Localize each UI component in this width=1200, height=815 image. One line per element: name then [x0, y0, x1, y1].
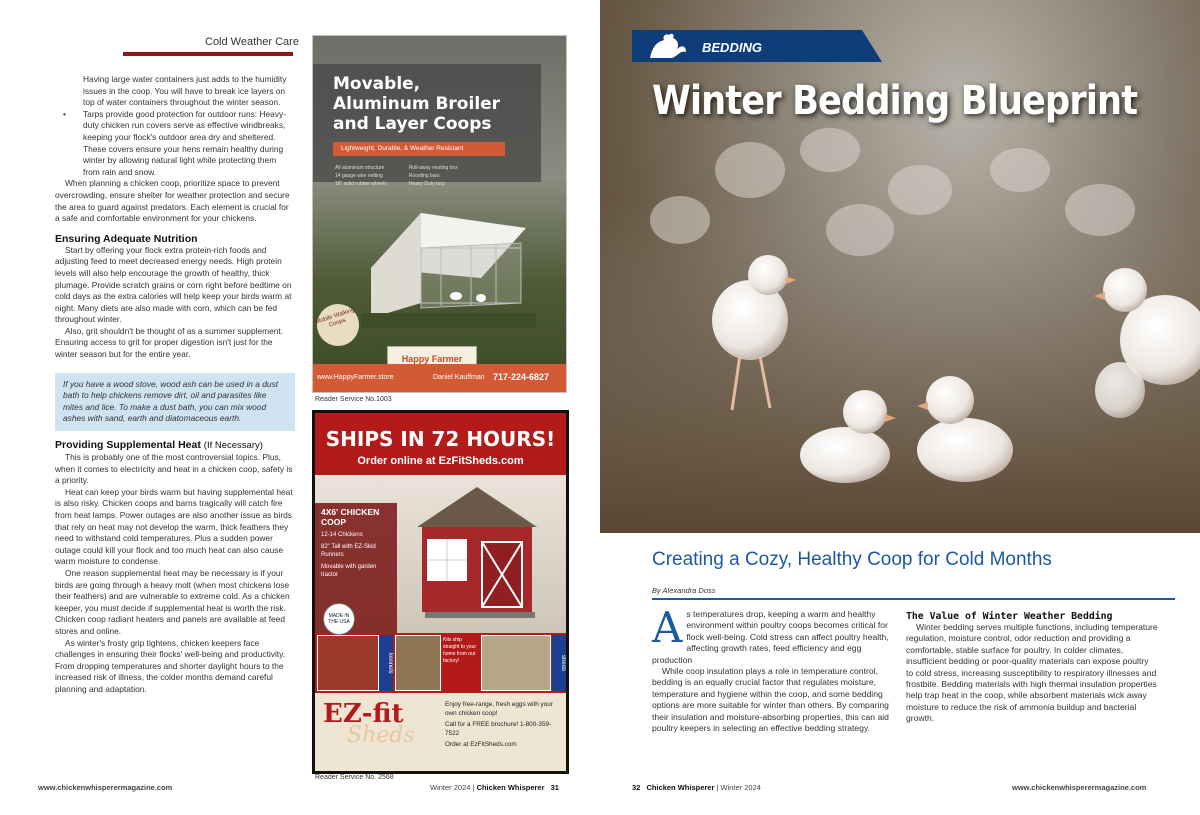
- ad1-feature: Roosting bars: [408, 173, 440, 179]
- paragraph-heat-2: Heat can keep your birds warm but having supplemental heat is also risky. Chicken coops and barns tragically will catch fire from heat lamps. Power outages are also another issue as birds that rely on heat may not develop the warm, thick feathers they need to withstand cold temperatures. Plus a sudden power outage could kill your flock and too much heat can also cause warm moisture to condense.: [55, 486, 293, 567]
- ad2-footer: [315, 693, 566, 771]
- byline: By Alexandra Doss: [652, 586, 716, 595]
- bullet-tarps: [55, 109, 295, 179]
- thumb-kennel-photo: [317, 635, 379, 691]
- tarps-body: Heavy-duty chicken run covers serve as effective windbreaks, keeping your flock's outdoor area dry and sheltered. These covers ensure your hens remain healthy during winter by allowing natural light while protecting them from rain and snow.: [83, 108, 286, 177]
- callout-box: If you have a wood stove, wood ash can be used in a dust bath to help chickens remove dirt, oil and parasites like mites and lice. To make a dust bath, you can mix wood ashes with sand, earth and diatomaceous earth.: [55, 373, 295, 431]
- ad1-contact-bar: [313, 364, 567, 392]
- ad1-feature: Heavy Duty tarp: [408, 181, 445, 187]
- footer-page-left: 31: [550, 783, 559, 792]
- article-subtitle: Creating a Cozy, Healthy Coop for Cold Months: [652, 549, 1052, 570]
- right-column-1: [652, 603, 892, 734]
- heading-nutrition: Ensuring Adequate Nutrition: [55, 232, 198, 245]
- paragraph-heat-1: This is probably one of the most controversial topics. Plus, when it comes to electricity and heat in a chicken coop, safety is a priority.: [55, 452, 293, 486]
- section-label: Cold Weather Care: [205, 36, 299, 48]
- ezfit-logo-sheds: Sheds: [347, 723, 415, 748]
- heading-value: The Value of Winter Weather Bedding: [906, 611, 1113, 622]
- ad2-kits-note: Kits ship straight to your home from our factory!: [443, 637, 477, 664]
- tarps-lead: Tarps provide good protection for outdoor runs:: [83, 108, 258, 119]
- ad-ezfit-sheds[interactable]: [312, 410, 569, 774]
- section-rule: [123, 52, 293, 56]
- ad2-feature: Movable with garden tractor: [321, 564, 377, 578]
- ad2-reader-service: Reader Service No. 2568: [315, 774, 394, 781]
- heading-heat-sub: (If Necessary): [203, 440, 263, 452]
- ad1-phone: 717-224-6827: [493, 372, 550, 382]
- footer-url-right[interactable]: www.chickenwhisperermagazine.com: [1012, 783, 1147, 792]
- ad2-blurb-2: Call for a FREE brochure! 1-800-359-7522: [445, 721, 552, 737]
- category-label: BEDDING: [702, 40, 762, 55]
- footer-issue-left: Winter 2024: [430, 783, 471, 792]
- made-in-usa-badge: MADE IN THE USA: [323, 603, 355, 635]
- right-column-2: [906, 611, 1158, 725]
- drop-cap: A: [652, 603, 683, 652]
- footer-page-right: 32: [632, 783, 641, 792]
- ad1-reader-service: Reader Service No.1003: [315, 396, 392, 403]
- subtitle-rule: [652, 598, 1175, 600]
- ad1-title: [333, 74, 500, 134]
- article-title: Winter Bedding Blueprint: [652, 78, 1138, 124]
- paragraph-nutrition-2: Also, grit shouldn't be thought of as a summer supplement. Ensuring access to grit for proper digestion isn't just for the winter season but for the entire year.: [55, 325, 284, 360]
- coop-tent-image: [361, 208, 536, 328]
- ad2-headline: SHIPS IN 72 HOURS!: [325, 427, 556, 451]
- thumb-kit-photo: [395, 635, 441, 691]
- ad2-size: 4X6' CHICKEN COOP: [321, 507, 380, 527]
- ezfit-logo: EZ-fit: [323, 699, 404, 729]
- ad1-features: [335, 164, 515, 188]
- paragraph-intro-1: s temperatures drop, keeping a warm and healthy environment within poultry coops becomes critical for flock well-being. Cold stress can affect poultry health, affecting growth rates, feed efficiency and egg production: [652, 609, 889, 665]
- ad2-blurb-3[interactable]: Order at EzFitSheds.com: [445, 741, 517, 748]
- footer-mag-left: Chicken Whisperer: [476, 783, 545, 792]
- paragraph-heat-3: One reason supplemental heat may be necessary is if your birds are going through a heavy molt (when most chickens lose their feathers) and are vulnerable to extreme cold. As a chicken keeper, you must decide if supplemental heat is worth the risk. Chicken coop radiant heaters and panels are available at feed stores and online.: [55, 567, 290, 636]
- footer-issue-right: Winter 2024: [720, 783, 761, 792]
- ad1-feature: All aluminum structure: [335, 165, 385, 171]
- chicken-coop-image: [407, 487, 547, 622]
- ad-happy-farmer[interactable]: [312, 35, 567, 393]
- thumb-shed-photo: [481, 635, 551, 691]
- paragraph-intro-2: While coop insulation plays a role in temperature control, bedding is an equally crucial factor that regulates moisture, temperature and hygiene within the coop, and some bedding options are more suitable for winter than others. By comparing their insulation and moisture-absorbing properties, this can aid poultry keepers in selecting an effective bedding strategy.: [652, 666, 889, 734]
- ad1-tagline: Lightweight, Durable, & Weather Resistant: [333, 142, 505, 156]
- ad1-title-line2: Aluminum Broiler: [333, 94, 501, 114]
- paragraph-planning: When planning a chicken coop, prioritize space to prevent overcrowding, ensure shelter for weather protection and secure the area to guard against predators. Each element is crucial for a safe and comfortable environment for your chickens.: [55, 178, 290, 224]
- paragraph-value: Winter bedding serves multiple functions, including temperature regulation, moisture control, odor reduction and providing a comfortable, stable surface for poultry. In colder climates, insufficient bedding or poor-quality materials can expose poultry to cold stress, increasing susceptibility to respiratory illnesses and frostbite. Bedding materials with high thermal insulation properties help trap heat in the coop, while absorbent materials wick away moisture to reduce the risk of ammonia buildup and bacterial growth.: [906, 622, 1158, 724]
- happy-farmer-logo: Happy Farmer: [387, 346, 477, 370]
- ad1-features-col1: [335, 164, 387, 188]
- ad1-title-line3: and Layer Coops: [333, 114, 492, 134]
- ad2-subhead: Order online at EzFitSheds.com: [357, 455, 524, 467]
- heading-heat-main: Providing Supplemental Heat: [55, 439, 201, 452]
- paragraph-nutrition-1: Start by offering your flock extra protein-rich foods and adjusting feed to meet decreased energy needs. High protein levels will also help encourage the growth of healthy, thick plumage. Provide scratch grains or corn right before bedtime on cold days as the extra calories will help keep your birds warm at night. Many diets are also made with corn, which can be fed throughout winter.: [55, 244, 292, 325]
- left-column: [55, 74, 295, 696]
- paragraph-heat-4: As winter's frosty grip tightens, chicken keepers face challenges in ensuring their flocks' well-being and productivity. From dropping temperatures and shorter daylight hours to the increased risk of illness, the colder months demand careful planning and adaptation.: [55, 637, 286, 694]
- ad1-feature: 14 gauge wire netting: [335, 173, 383, 179]
- ad1-title-line1: Movable,: [333, 74, 421, 94]
- ad1-feature: Roll-away nesting box: [408, 165, 458, 171]
- ad1-site[interactable]: www.HappyFarmer.store: [317, 374, 394, 381]
- ad1-contact: Daniel Kauffman: [433, 374, 485, 381]
- footer-url-left[interactable]: www.chickenwhisperermagazine.com: [38, 783, 173, 792]
- ad2-feature: 82" Tall with EZ-Skid Runners: [321, 544, 376, 558]
- footer-mag-right: Chicken Whisperer: [646, 783, 715, 792]
- ad1-feature: 16" solid rubber wheels: [335, 181, 387, 187]
- heading-heat: [55, 439, 295, 452]
- rooster-icon: [642, 30, 692, 62]
- kennels-label: kennels: [379, 635, 393, 691]
- ad2-blurb-1: Enjoy free-range, fresh eggs with your own chicken coop!: [445, 701, 553, 717]
- footer-folio-right: 32 Chicken Whisperer | Winter 2024: [632, 783, 761, 792]
- paragraph-water: Having large water containers just adds to the humidity issues in the coop. You will have to break ice layers on top of water containers throughout the winter season.: [83, 74, 287, 108]
- footer-folio-left: Winter 2024 | Chicken Whisperer 31: [430, 783, 559, 792]
- ad1-badge: Mobile Walking Coops: [312, 299, 364, 352]
- ad2-blurb: [445, 701, 563, 750]
- sheds-label: sheds: [552, 635, 566, 691]
- ad1-features-col2: [409, 164, 458, 188]
- ad2-feature: 12-14 Chickens: [321, 532, 363, 538]
- ad2-coop-photo: [315, 475, 566, 633]
